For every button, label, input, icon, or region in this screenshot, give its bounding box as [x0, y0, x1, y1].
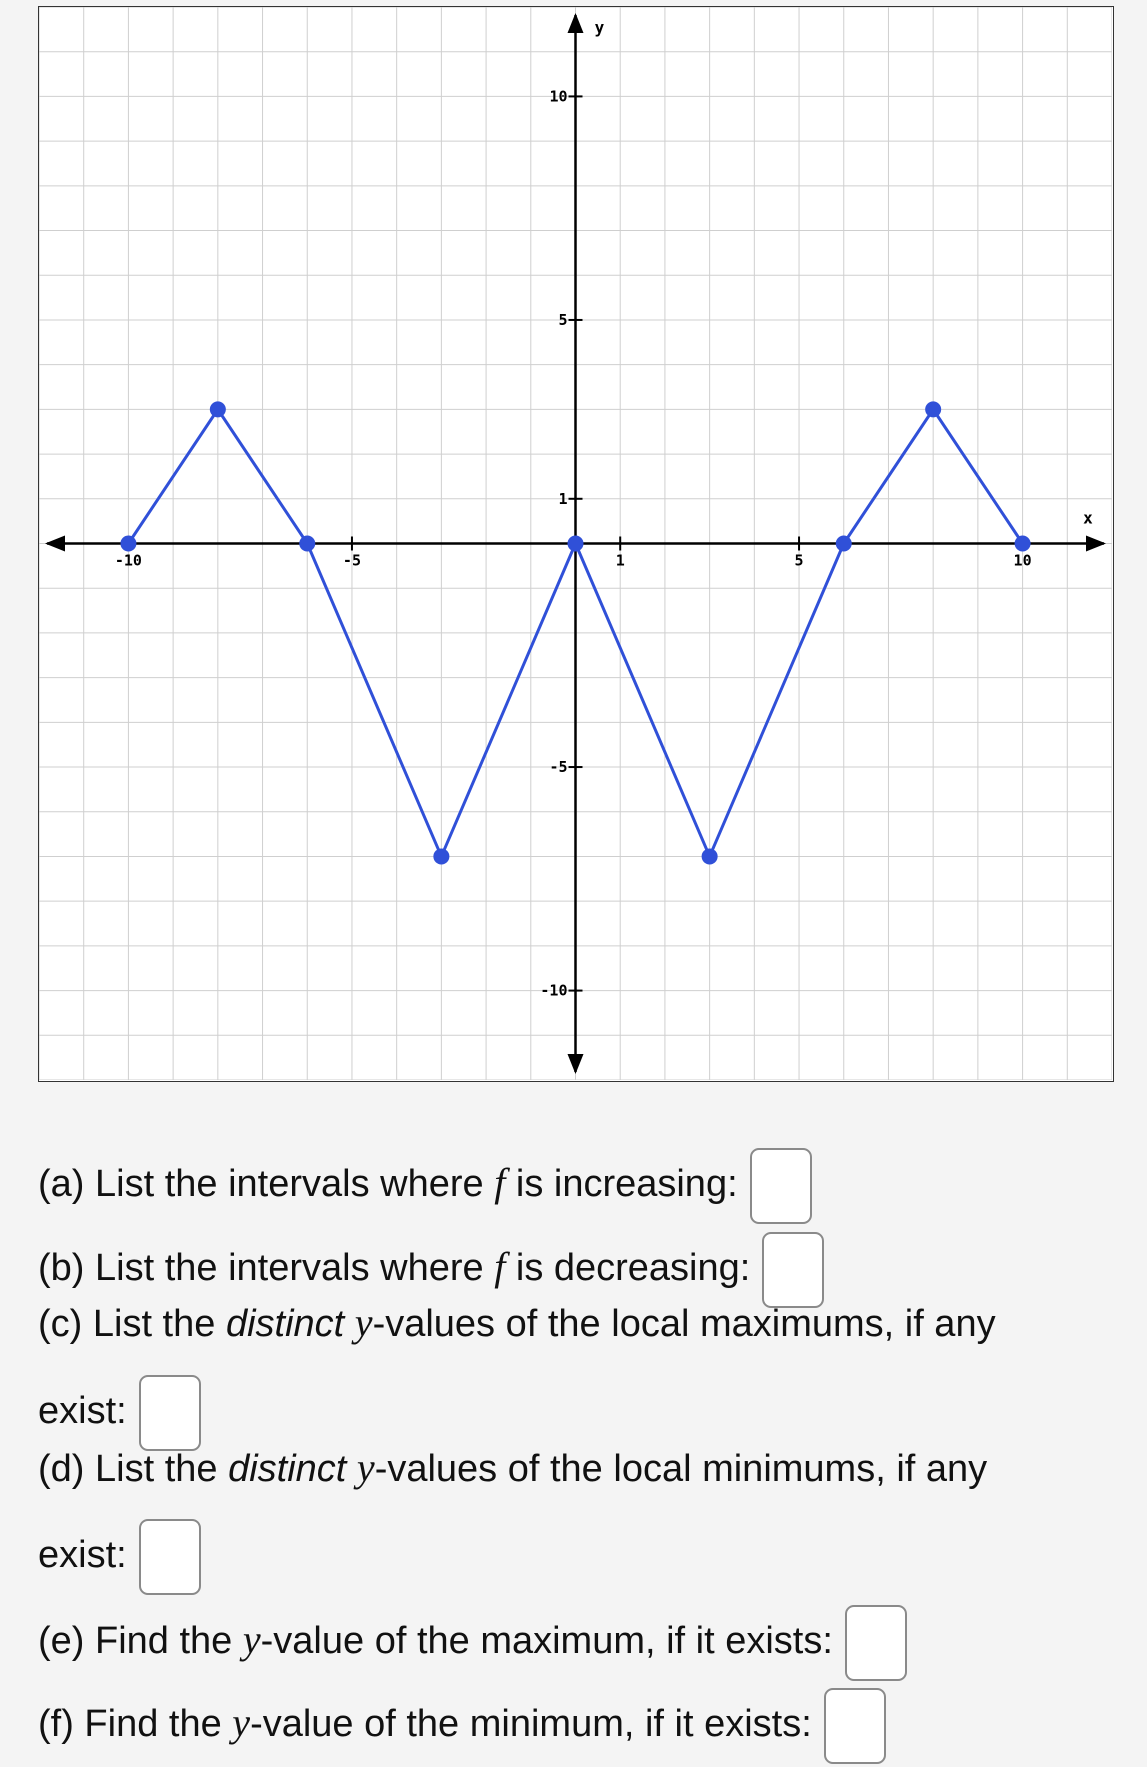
y-tick-label: 5	[558, 310, 568, 329]
graph-panel	[38, 6, 1114, 1082]
question-d-var: y	[356, 1445, 375, 1490]
question-d-suffix: -values of the local minimums, if any	[374, 1448, 988, 1490]
question-c-suffix: -values of the local maximums, if any	[372, 1303, 996, 1345]
question-b-var: f	[494, 1244, 506, 1290]
question-c-line1	[38, 1300, 996, 1345]
question-b	[38, 1232, 824, 1308]
data-point	[702, 848, 718, 864]
answer-c-input[interactable]	[139, 1375, 201, 1451]
data-point	[1015, 536, 1031, 552]
question-a	[38, 1148, 812, 1224]
x-tick-label: -10	[114, 551, 142, 570]
y-tick-label: -10	[540, 981, 568, 1000]
x-axis-arrow-right	[1086, 536, 1106, 552]
x-tick-label: 1	[615, 551, 625, 570]
question-e-var: y	[242, 1617, 261, 1663]
question-e-prefix: (e) Find the	[38, 1620, 243, 1663]
data-point	[120, 536, 136, 552]
data-point	[836, 536, 852, 552]
answer-f-input[interactable]	[824, 1688, 886, 1764]
function-graph	[39, 7, 1112, 1080]
question-c-emph: distinct	[225, 1303, 345, 1345]
data-point	[925, 401, 941, 417]
y-tick-label: -5	[549, 758, 568, 777]
question-e-suffix: -value of the maximum, if it exists:	[260, 1620, 833, 1663]
y-axis-arrow-up	[568, 13, 584, 33]
question-c-var: y	[354, 1300, 373, 1345]
answer-d-input[interactable]	[139, 1519, 201, 1595]
question-d-line2	[38, 1519, 201, 1595]
data-point	[433, 848, 449, 864]
question-b-suffix: is decreasing:	[505, 1247, 751, 1290]
answer-b-input[interactable]	[762, 1232, 824, 1308]
x-tick-label: 5	[794, 551, 804, 570]
y-tick-label: 10	[549, 87, 568, 106]
data-point	[210, 401, 226, 417]
y-axis-label: y	[594, 18, 605, 37]
x-axis-arrow-left	[45, 536, 65, 552]
x-tick-label: 10	[1013, 551, 1032, 570]
question-c-line2	[38, 1375, 201, 1451]
question-a-suffix: is increasing:	[505, 1163, 738, 1206]
answer-a-input[interactable]	[750, 1148, 812, 1224]
data-point	[568, 536, 584, 552]
question-e	[38, 1605, 907, 1681]
question-b-prefix: (b) List the intervals where	[38, 1247, 495, 1290]
question-d-line1	[38, 1445, 988, 1490]
y-axis-arrow-down	[568, 1054, 584, 1074]
x-tick-label: -5	[342, 551, 361, 570]
question-a-var: f	[494, 1160, 506, 1206]
question-d-emph: distinct	[228, 1448, 347, 1490]
data-point	[299, 536, 315, 552]
question-a-prefix: (a) List the intervals where	[38, 1163, 495, 1206]
question-c-line2-text: exist:	[38, 1390, 127, 1433]
x-axis-label: x	[1083, 508, 1093, 528]
question-f-var: y	[232, 1700, 251, 1746]
answer-e-input[interactable]	[845, 1605, 907, 1681]
question-c-prefix: (c) List the	[38, 1303, 226, 1345]
question-d-prefix: (d) List the	[38, 1448, 229, 1490]
question-f-suffix: -value of the minimum, if it exists:	[250, 1703, 812, 1746]
y-tick-label: 1	[558, 489, 568, 508]
question-f	[38, 1688, 886, 1764]
question-d-line2-text: exist:	[38, 1534, 127, 1577]
question-f-prefix: (f) Find the	[38, 1703, 233, 1746]
